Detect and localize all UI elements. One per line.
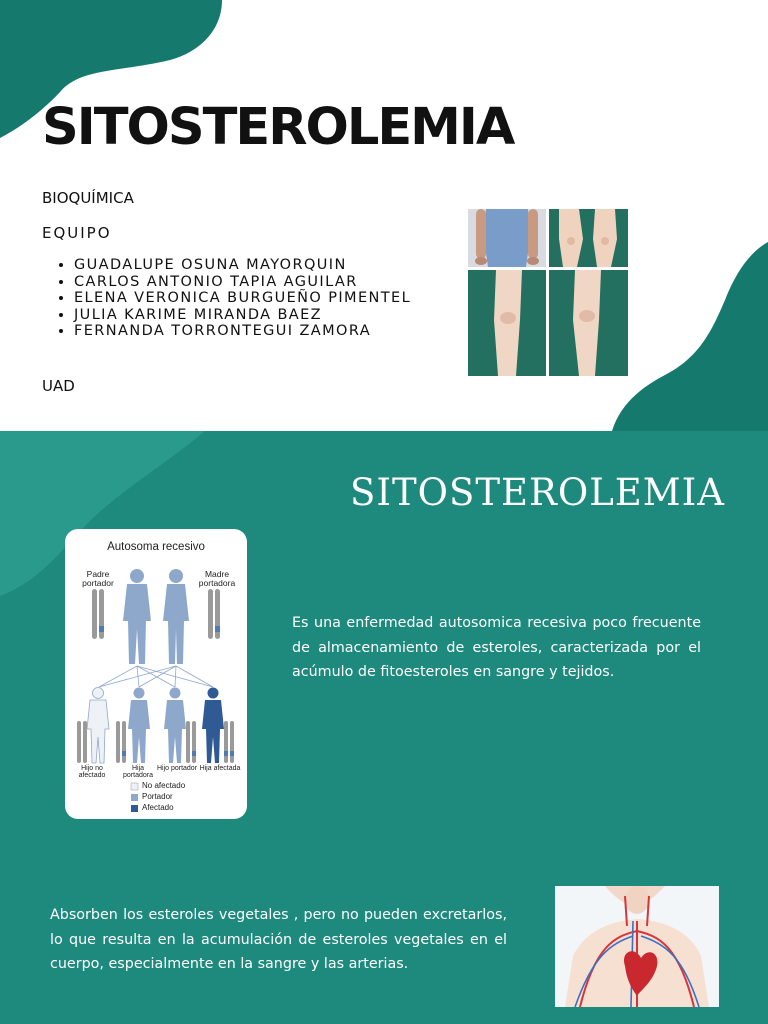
legend-swatch-unaffected (131, 783, 138, 790)
section-title: SITOSTEROLEMIA (350, 471, 726, 514)
description-paragraph: Es una enfermedad autosomica recesiva poco frecuente de almacenamiento de esteroles, caracterizada por el acúmulo de fitoesteroles en sangre y tejidos. (292, 615, 701, 680)
skin-lesion-photo-grid (468, 209, 628, 376)
child-unaffected (87, 688, 109, 764)
mother-label: Madre portadora (198, 569, 236, 588)
decorative-blobs (0, 0, 768, 431)
team-label: EQUIPO (42, 224, 112, 242)
child-label: Hija afectada (199, 765, 241, 772)
team-member: • ELENA VERONICA BURGUEÑO PIMENTEL (74, 290, 411, 307)
legend-swatch-carrier (131, 794, 138, 801)
child-carrier-daughter (128, 688, 150, 764)
diagram-title: Autosoma recesivo (107, 541, 205, 553)
team-member: • CARLOS ANTONIO TAPIA AGUILAR (74, 274, 411, 291)
photo-leg-left (468, 270, 546, 376)
child-carrier-son (164, 688, 186, 764)
legend-label-carrier: Portador (142, 792, 173, 801)
father-label: Padre portador (82, 569, 114, 588)
legend-label-affected: Afectado (142, 803, 174, 812)
mother-chromosomes (208, 589, 220, 639)
team-member-list (57, 257, 411, 340)
legend-label-unaffected: No afectado (142, 781, 186, 790)
legend-swatch-affected (131, 805, 138, 812)
absorption-paragraph: Absorben los esteroles vegetales , pero no pueden excretarlos, lo que resulta en la acumulación de esteroles vegetales en el cuerpo, especialmente en la sangre y las arterias. (50, 907, 507, 972)
photo-arms-dress (468, 209, 546, 267)
child-label: Hijo portador (156, 765, 198, 772)
mother-figure (163, 569, 189, 664)
title-section (0, 0, 768, 431)
organization-label: UAD (42, 377, 75, 395)
inheritance-diagram (65, 529, 247, 819)
photo-leg-right (549, 270, 628, 376)
team-member: • JULIA KARIME MIRANDA BAEZ (74, 307, 411, 324)
child-label: Hija portadora (123, 765, 153, 780)
father-chromosomes (92, 589, 104, 639)
inheritance-arrows (99, 666, 213, 687)
circulatory-system-illustration (555, 886, 719, 1007)
subject-label: BIOQUÍMICA (42, 189, 134, 207)
child-affected (202, 688, 224, 764)
main-title: SITOSTEROLEMIA (42, 98, 514, 157)
photo-knees (549, 209, 628, 267)
father-figure (123, 569, 151, 664)
team-member: • GUADALUPE OSUNA MAYORQUIN (74, 257, 411, 274)
child-label: Hijo no afectado (78, 765, 106, 780)
team-member: • FERNANDA TORRONTEGUI ZAMORA (74, 323, 411, 340)
